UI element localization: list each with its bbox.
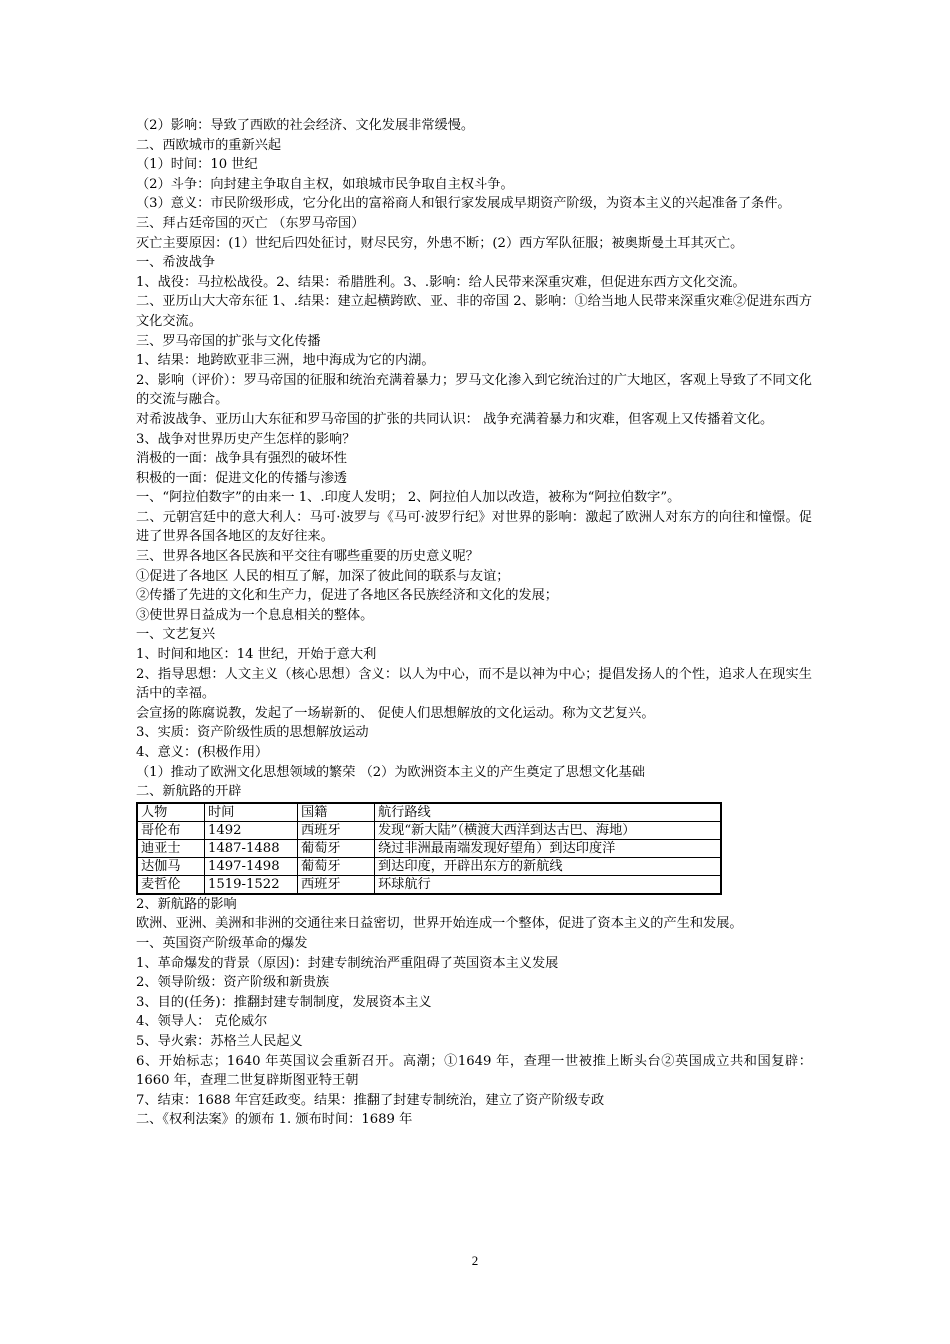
text-line: 3、目的(任务)：推翻封建专制制度，发展资本主义 [136, 994, 432, 1010]
table-row [137, 857, 721, 875]
table-row [137, 821, 721, 839]
table-cell: 到达印度，开辟出东方的新航线 [375, 857, 722, 875]
text-line: 2、领导阶级：资产阶级和新贵族 [136, 975, 330, 991]
text-line: 对希波战争、亚历山大东征和罗马帝国的扩张的共同认识： 战争充满着暴力和灾难，但客观上又传播着文化。 [136, 411, 774, 427]
table-cell: 发现“新大陆”（横渡大西洋到达古巴、海地） [375, 821, 722, 839]
table-cell: 西班牙 [298, 821, 375, 839]
text-line: 一、文艺复兴 [136, 627, 216, 643]
text-line: 会宣扬的陈腐说教，发起了一场崭新的、 促使人们思想解放的文化运动。称为文艺复兴。 [136, 705, 655, 721]
text-line: 三、拜占廷帝国的灭亡 （东罗马帝国） [136, 215, 365, 231]
text-line: 4、领导人： 克伦威尔 [136, 1014, 268, 1030]
text-line: 2、新航路的影响 [136, 896, 237, 912]
text-line: 1、时间和地区：14 世纪，开始于意大利 [136, 647, 377, 663]
table-cell: 麦哲伦 [137, 875, 205, 894]
page-number: 2 [471, 1253, 479, 1268]
text-line: 三、罗马帝国的扩张与文化传播 [136, 333, 321, 349]
text-line: 二、亚历山大大帝东征 1、.结果：建立起横跨欧、亚、非的帝国 2、影响：①给当地人民带来深重灾难②促进东西方文化交流。 [136, 294, 812, 329]
table-cell: 西班牙 [298, 875, 375, 894]
table-header-cell: 人物 [137, 803, 205, 822]
table-row [137, 875, 721, 894]
text-line: 一、英国资产阶级革命的爆发 [136, 935, 308, 951]
text-block-b [136, 895, 812, 1130]
text-line: 三、世界各地区各民族和平交往有哪些重要的历史意义呢？ [136, 549, 479, 565]
table-row [137, 839, 721, 857]
table-cell: 环球航行 [375, 875, 722, 894]
table-cell: 葡萄牙 [298, 839, 375, 857]
text-line: 灭亡主要原因：(1）世纪后四处征讨，财尽民穷，外患不断；(2）西方军队征服；被奥斯曼土耳其灭亡。 [136, 235, 744, 251]
text-block-a [136, 116, 812, 802]
text-line: ②传播了先进的文化和生产力，促进了各地区各民族经济和文化的发展； [136, 588, 558, 604]
text-line: （1）时间：10 世纪 [136, 157, 258, 173]
table-cell: 1519-1522 [205, 875, 298, 894]
text-line: 二、《权利法案》的颁布 1. 颁布时间：1689 年 [136, 1112, 413, 1128]
text-line: （1）推动了欧洲文化思想领域的繁荣 （2）为欧洲资本主义的产生奠定了思想文化基础 [136, 764, 645, 780]
table-cell: 1487-1488 [205, 839, 298, 857]
text-line: ③使世界日益成为一个息息相关的整体。 [136, 607, 374, 623]
text-line: 二、元朝宫廷中的意大利人：马可·波罗与《马可·波罗行纪》对世界的影响：激起了欧洲人对东方的向往和憧憬。促进了世界各国各地区的友好往来。 [136, 509, 812, 545]
table-cell: 1497-1498 [205, 857, 298, 875]
table-header-row [137, 803, 721, 822]
text-line: 6、开始标志；1640 年英国议会重新召开。高潮；①1649 年，查理一世被推上断头台②英国成立共和国复辟：1660 年，查理二世复辟斯图亚特王朝 [136, 1053, 812, 1089]
table-cell: 哥伦布 [137, 821, 205, 839]
table-cell: 1492 [205, 821, 298, 839]
text-line: 消极的一面：战争具有强烈的破坏性 [136, 451, 347, 467]
voyage-table [136, 802, 722, 895]
text-line: （2）斗争：向封建主争取自主权，如琅城市民争取自主权斗争。 [136, 176, 514, 192]
text-line: 1、结果：地跨欧亚非三洲，地中海成为它的内湖。 [136, 353, 435, 369]
table-cell: 迪亚士 [137, 839, 205, 857]
text-line: 4、意义：(积极作用） [136, 745, 269, 760]
table-cell: 葡萄牙 [298, 857, 375, 875]
text-line: 一、“阿拉伯数字”的由来一 1、.印度人发明； 2、阿拉伯人加以改造，被称为“阿拉伯数字”。 [136, 490, 681, 506]
text-line: 积极的一面：促进文化的传播与渗透 [136, 470, 347, 486]
text-line: （2）影响：导致了西欧的社会经济、文化发展非常缓慢。 [136, 118, 475, 133]
text-line: 3、实质：资产阶级性质的思想解放运动 [136, 725, 369, 741]
text-line: 2、指导思想：人文主义（核心思想）含义：以人为中心，而不是以神为中心；提倡发扬人的个性，追求人在现实生活中的幸福。 [136, 666, 812, 702]
text-line: 二、西欧城市的重新兴起 [136, 137, 282, 153]
text-line: 1、战役：马拉松战役。2、结果：希腊胜利。3、.影响：给人民带来深重灾难，但促进东西方文化交流。 [136, 274, 746, 290]
text-line: 5、导火索：苏格兰人民起义 [136, 1033, 303, 1049]
text-line: 一、希波战争 [136, 255, 216, 271]
table-header-cell: 航行路线 [375, 803, 722, 822]
text-line: 7、结束：1688 年宫廷政变。结果：推翻了封建专制统治，建立了资产阶级专政 [136, 1092, 605, 1108]
text-line: 3、战争对世界历史产生怎样的影响？ [136, 431, 356, 447]
text-line: 2、影响（评价）：罗马帝国的征服和统治充满着暴力；罗马文化渗入到它统治过的广大地区，客观上导致了不同文化的交流与融合。 [136, 372, 812, 408]
table-cell: 达伽马 [137, 857, 205, 875]
text-line: 欧洲、亚洲、美洲和非洲的交通往来日益密切，世界开始连成一个整体，促进了资本主义的产生和发展。 [136, 916, 743, 932]
table-header-cell: 时间 [205, 803, 298, 822]
text-line: ①促进了各地区 人民的相互了解，加深了彼此间的联系与友谊； [136, 568, 510, 584]
table-header-cell: 国籍 [298, 803, 375, 822]
table-cell: 绕过非洲最南端发现好望角）到达印度洋 [375, 839, 722, 857]
text-line: 二、新航路的开辟 [136, 784, 242, 800]
text-line: （3）意义：市民阶级形成，它分化出的富裕商人和银行家发展成早期资产阶级，为资本主义的兴起准备了条件。 [136, 196, 791, 212]
text-line: 1、革命爆发的背景（原因)：封建专制统治严重阻碍了英国资本主义发展 [136, 955, 559, 971]
document-body [136, 116, 812, 1130]
